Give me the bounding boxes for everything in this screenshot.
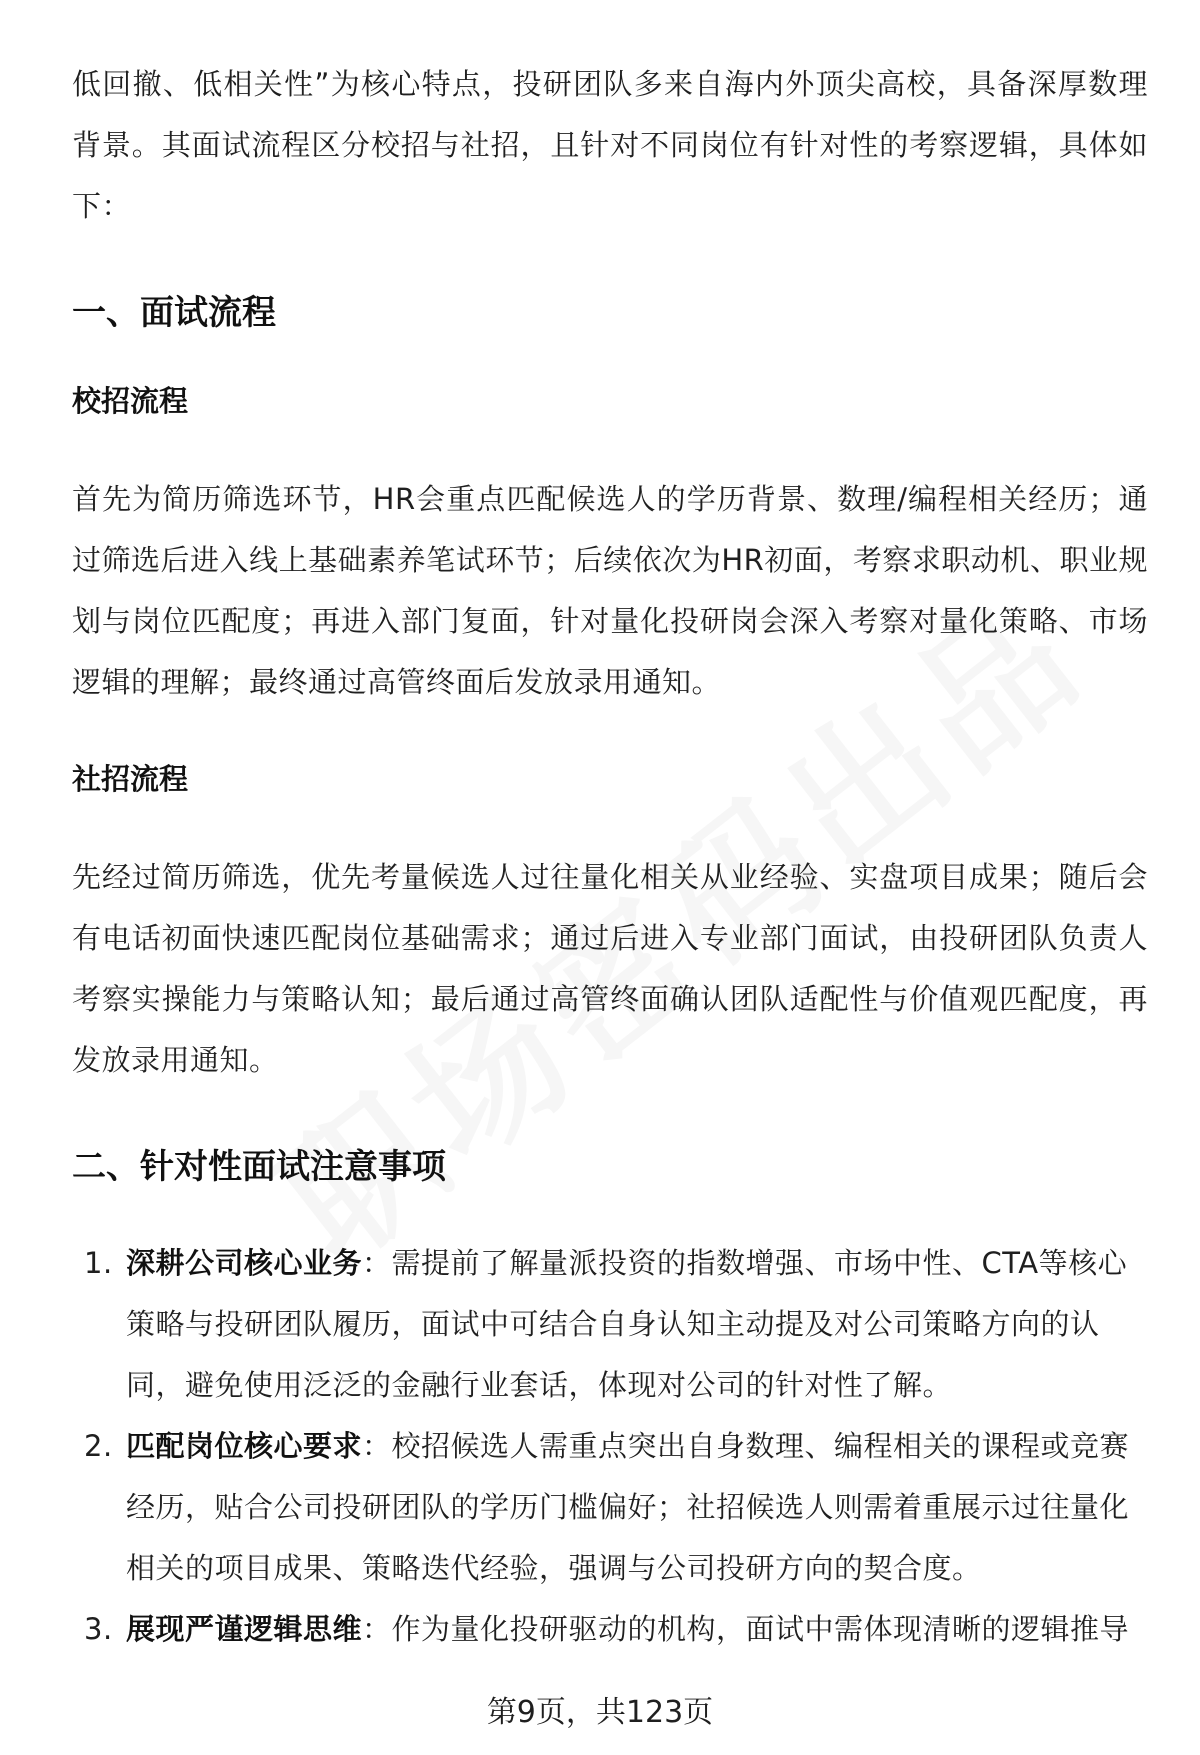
list-item bbox=[72, 1233, 1148, 1416]
social-process-paragraph: 先经过简历筛选，优先考量候选人过往量化相关从业经验、实盘项目成果；随后会有电话初面快速匹配岗位基础需求；通过后进入专业部门面试，由投研团队负责人考察实操能力与策略认知；最后通过高管终面确认团队适配性与价值观匹配度，再发放录用通知。 bbox=[72, 860, 1148, 1077]
list-item-number: 3. bbox=[84, 1612, 113, 1646]
list-item-bold-title: 展现严谨逻辑思维 bbox=[126, 1612, 363, 1646]
list-item-text: ：作为量化投研驱动的机构，面试中需体现清晰的逻辑推导 bbox=[362, 1612, 1130, 1646]
campus-process-paragraph: 首先为简历筛选环节，HR会重点匹配候选人的学历背景、数理/编程相关经历；通过筛选后进入线上基础素养笔试环节；后续依次为HR初面，考察求职动机、职业规划与岗位匹配度；再进入部门复面，针对量化投研岗会深入考察对量化策略、市场逻辑的理解；最终通过高管终面后发放录用通知。 bbox=[72, 482, 1148, 699]
list-item-number: 1. bbox=[84, 1246, 113, 1280]
list-item-bold-title: 深耕公司核心业务 bbox=[126, 1246, 363, 1280]
section-heading-interview-notes: 二、针对性面试注意事项 bbox=[72, 1147, 446, 1187]
section-heading-interview-process: 一、面试流程 bbox=[72, 293, 276, 333]
list-item-number: 2. bbox=[84, 1429, 113, 1463]
list-item-text: ：校招候选人需重点突出自身数理、编程相关的课程或竞赛经历，贴合公司投研团队的学历门槛偏好；社招候选人则需着重展示过往量化相关的项目成果、策略迭代经验，强调与公司投研方向的契合度。 bbox=[126, 1429, 1130, 1585]
interview-notes-list bbox=[72, 1233, 1148, 1660]
subheading-campus-process: 校招流程 bbox=[72, 384, 189, 418]
list-item bbox=[72, 1416, 1148, 1599]
list-item-text: ：需提前了解量派投资的指数增强、市场中性、CTA等核心策略与投研团队履历，面试中可结合自身认知主动提及对公司策略方向的认同，避免使用泛泛的金融行业套话，体现对公司的针对性了解。 bbox=[126, 1246, 1128, 1402]
subheading-social-process: 社招流程 bbox=[72, 762, 189, 796]
list-item-bold-title: 匹配岗位核心要求 bbox=[126, 1429, 363, 1463]
list-item bbox=[72, 1599, 1148, 1660]
intro-paragraph: 低回撤、低相关性”为核心特点，投研团队多来自海内外顶尖高校，具备深厚数理背景。其面试流程区分校招与社招，且针对不同岗位有针对性的考察逻辑，具体如下： bbox=[72, 67, 1148, 223]
page-number-footer: 第9页，共123页 bbox=[486, 1695, 714, 1730]
document-page bbox=[72, 54, 1148, 1660]
